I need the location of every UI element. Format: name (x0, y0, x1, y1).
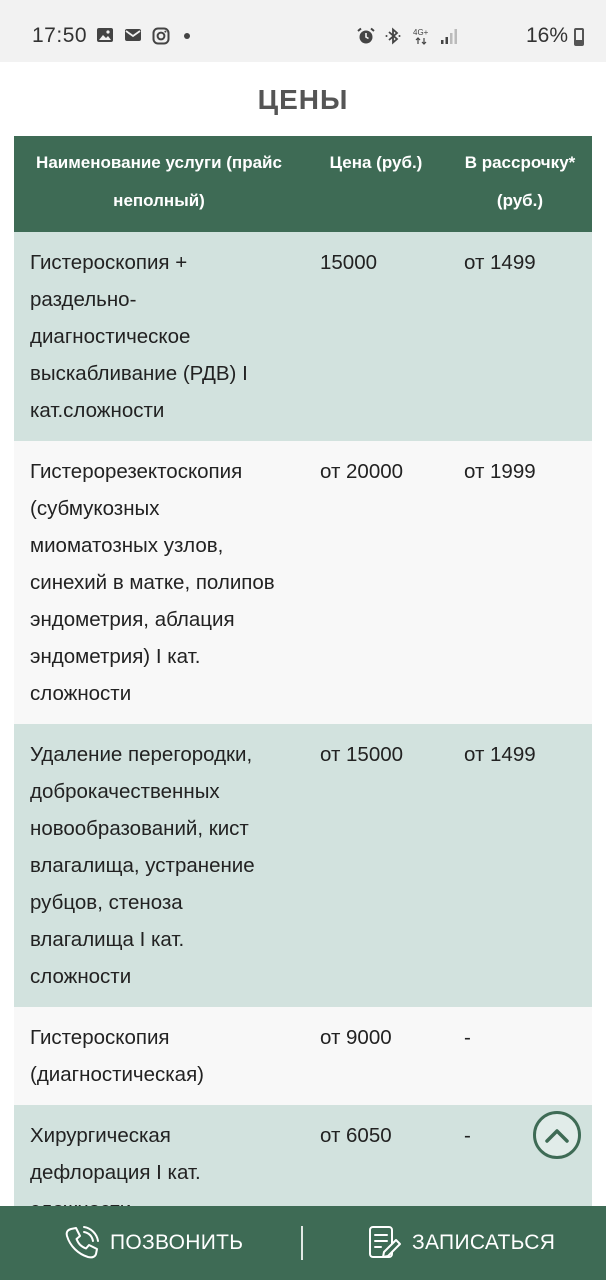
table-row (14, 232, 592, 441)
chevron-up-icon (544, 1126, 570, 1144)
table-header-row (14, 136, 592, 232)
service-name: Гистероскопия + раздельно-диагностическое выскабливание (РДВ) I кат.сложности (14, 232, 304, 441)
signal-icon (440, 27, 458, 43)
book-button-label: ЗАПИСАТЬСЯ (412, 1231, 556, 1254)
service-installment: от 1499 (448, 724, 592, 1007)
page-content (0, 62, 606, 1205)
service-installment: от 1499 (448, 232, 592, 441)
divider (301, 1226, 303, 1260)
service-name: Хирургическая дефлорация I кат. (14, 1105, 304, 1240)
service-price: от 9000 (304, 1007, 448, 1105)
book-button[interactable] (366, 1206, 555, 1280)
table-row (14, 1007, 592, 1105)
status-bar (0, 0, 606, 62)
table-row (14, 724, 592, 1007)
mail-icon (124, 27, 142, 43)
image-icon (96, 27, 114, 43)
status-left-icons (96, 27, 198, 43)
price-table (14, 136, 592, 1240)
call-button[interactable] (62, 1206, 243, 1280)
table-row (14, 441, 592, 724)
service-price: от 20000 (304, 441, 448, 724)
edit-document-icon (366, 1224, 402, 1262)
bottom-action-bar (0, 1206, 606, 1280)
service-name: Гистероскопия (диагностическая) (14, 1007, 304, 1105)
service-installment: - (448, 1105, 592, 1240)
battery-icon (574, 28, 584, 46)
service-name: Гистерорезектоскопия (субмукозных миоматозных узлов, синехий в матке, полипов эндометрия, аблация эндометрия) I кат. сложности (14, 441, 304, 724)
network-4g-icon (412, 27, 430, 43)
battery-percent: 16% (525, 24, 568, 47)
status-right-icons (356, 27, 458, 43)
header-price: Цена (руб.) (304, 136, 448, 232)
service-name: Удаление перегородки, доброкачественных новообразований, кист влагалища, устранение рубцов, стеноза влагалища I кат. сложности (14, 724, 304, 1007)
service-installment: от 1999 (448, 441, 592, 724)
scroll-to-top-button[interactable] (533, 1111, 581, 1159)
dot-icon (180, 27, 198, 43)
status-time: 17:50 (32, 24, 88, 47)
page-title: ЦЕНЫ (257, 84, 349, 115)
service-price: 15000 (304, 232, 448, 441)
service-price: от 6050 (304, 1105, 448, 1240)
header-service: Наименование услуги (прайс неполный) (14, 136, 304, 232)
instagram-icon (152, 27, 170, 43)
header-installment: В рассрочку* (руб.) (448, 136, 592, 232)
alarm-icon (356, 27, 374, 43)
phone-icon (62, 1224, 100, 1262)
svg-text:4G+: 4G+ (413, 28, 429, 37)
service-installment: - (448, 1007, 592, 1105)
service-price: от 15000 (304, 724, 448, 1007)
bluetooth-icon (384, 27, 402, 43)
call-button-label: ПОЗВОНИТЬ (110, 1231, 244, 1254)
